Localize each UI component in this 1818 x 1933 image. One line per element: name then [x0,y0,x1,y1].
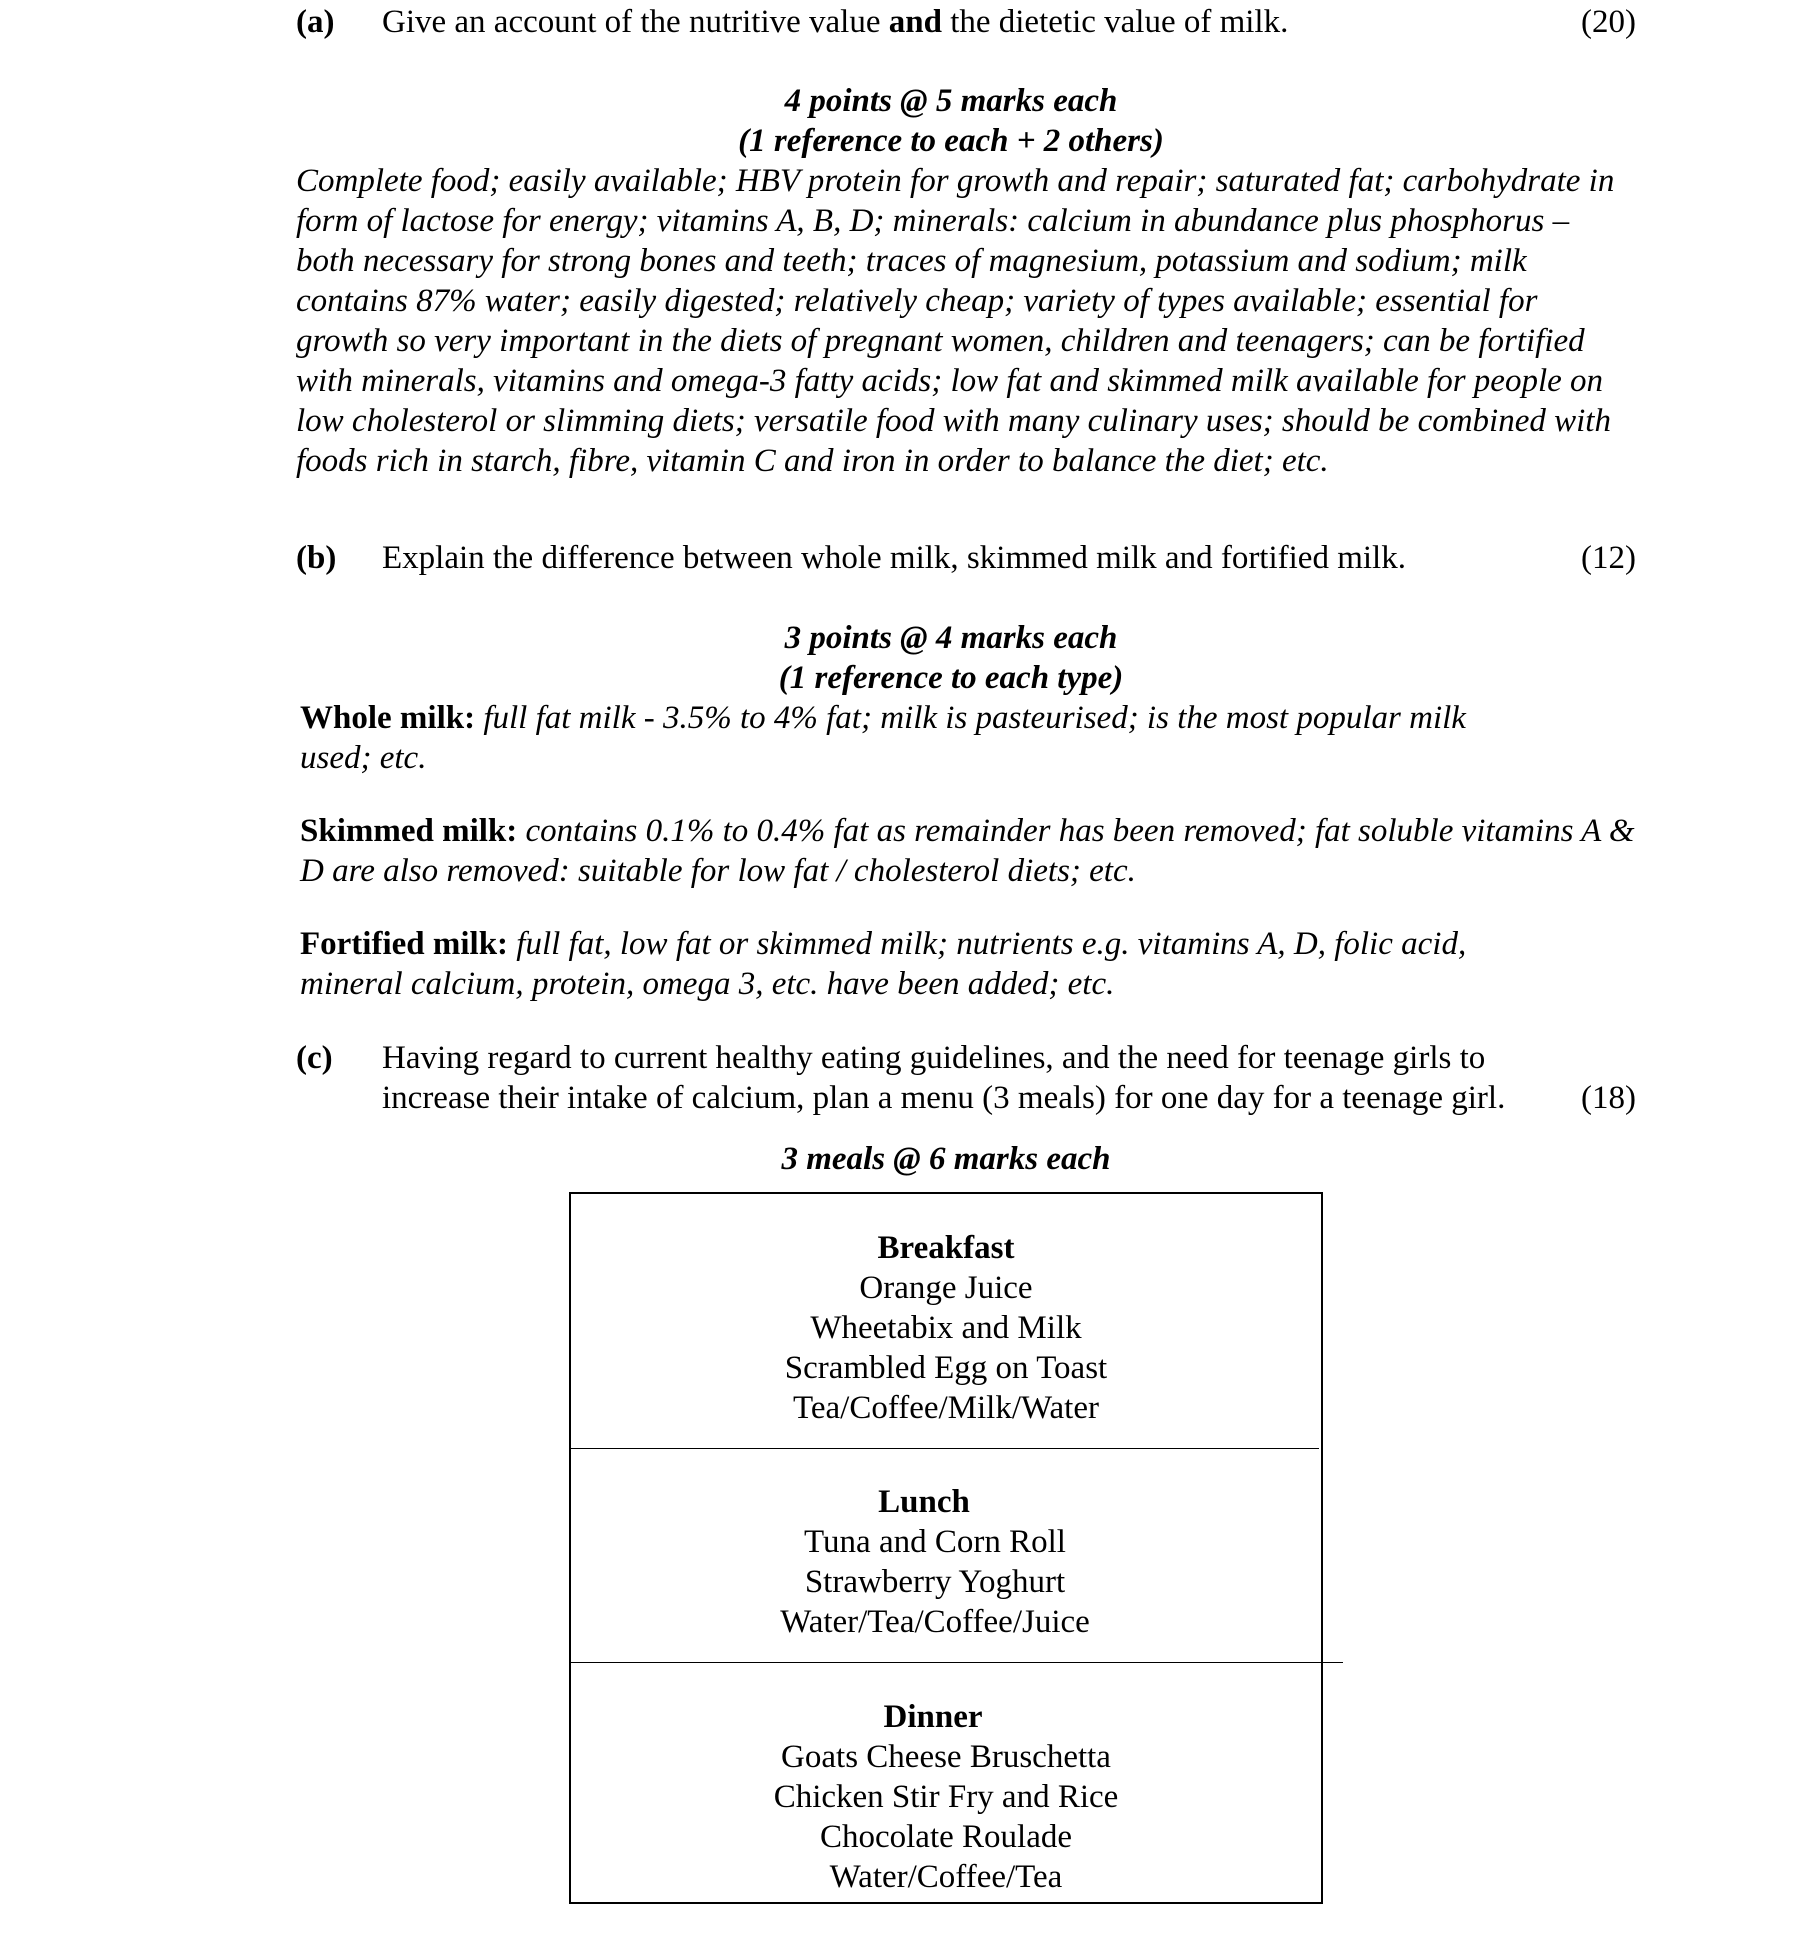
menu-item: Wheetabix and Milk [810,1310,1082,1346]
skimmed-milk-label: Skimmed milk: [300,813,518,849]
scheme-b-line1: 3 points @ 4 marks each [784,620,1118,656]
menu-divider-1 [571,1448,1319,1449]
question-b-text: Explain the difference between whole milk, skimmed milk and fortified milk. [382,540,1406,576]
scheme-a-line2: (1 reference to each + 2 others) [738,123,1164,159]
menu-lunch [549,1482,1299,1642]
question-a-text-bold: and [888,4,942,40]
breakfast-title: Breakfast [877,1230,1015,1266]
question-c-line2: increase their intake of calcium, plan a menu (3 meals) for one day for a teenage girl. [382,1080,1506,1116]
scheme-b-line2: (1 reference to each type) [778,660,1124,696]
menu-dinner [571,1697,1321,1897]
question-b [296,538,1636,578]
question-c [296,1038,1636,1118]
question-a-text [382,2,1288,42]
menu-item: Chicken Stir Fry and Rice [773,1779,1119,1815]
fortified-milk-label: Fortified milk: [300,926,509,962]
question-a [296,2,1636,42]
lunch-title: Lunch [878,1484,970,1520]
menu-item: Chocolate Roulade [819,1819,1072,1855]
question-a-text-post: the dietetic value of milk. [941,4,1289,40]
menu-item: Water/Coffee/Tea [829,1859,1063,1895]
question-a-label: (a) [296,4,335,40]
scheme-c-line1: 3 meals @ 6 marks each [781,1141,1111,1177]
question-b-marks: (12) [1581,540,1636,576]
answer-b-whole [300,698,1480,778]
menu-item: Tuna and Corn Roll [804,1524,1066,1560]
answer-a: Complete food; easily available; HBV protein for growth and repair; saturated fat; carbohydrate in form of lactose for energy; vitamins A, B, D; minerals: calcium in abundance plus phosphorus – both necessary for strong bones and teeth; traces of magnesium, potassium and sodium; milk contains 87% water; easily digested; relatively cheap; variety of types available; essential for growth so very important in the diets of pregnant women, children and teenagers; can be fortified with minerals, vitamins and omega-3 fatty acids; low fat and skimmed milk available for people on low cholesterol or slimming diets; versatile food with many culinary uses; should be combined with foods rich in starch, fibre, vitamin C and iron in order to balance the diet; etc. [296,163,1615,479]
menu-item: Strawberry Yoghurt [804,1564,1066,1600]
skimmed-milk-text: contains 0.1% to 0.4% fat as remainder has been removed; fat soluble vitamins A & D are also removed: suitable for low fat / cholesterol diets; etc. [300,813,1635,889]
question-a-marks: (20) [1581,4,1636,40]
menu-item: Tea/Coffee/Milk/Water [793,1390,1099,1426]
menu-divider-2 [571,1662,1343,1663]
question-c-label: (c) [296,1040,333,1076]
question-b-label: (b) [296,540,337,576]
answer-b-skimmed [300,811,1640,891]
question-c-marks: (18) [1581,1080,1636,1116]
menu-table [569,1192,1323,1904]
menu-item: Water/Tea/Coffee/Juice [780,1604,1090,1640]
fortified-milk-text: full fat, low fat or skimmed milk; nutrients e.g. vitamins A, D, folic acid, mineral calcium, protein, omega 3, etc. have been added; etc. [300,926,1467,1002]
question-a-text-pre: Give an account of the nutritive value [382,4,889,40]
whole-milk-label: Whole milk: [300,700,476,736]
whole-milk-text: full fat milk - 3.5% to 4% fat; milk is pasteurised; is the most popular milk used; etc. [300,700,1466,776]
menu-item: Scrambled Egg on Toast [784,1350,1108,1386]
question-c-line1: Having regard to current healthy eating guidelines, and the need for teenage girls to [382,1040,1486,1076]
menu-item: Goats Cheese Bruschetta [781,1739,1111,1775]
menu-breakfast [571,1228,1321,1428]
scheme-a-line1: 4 points @ 5 marks each [784,83,1118,119]
menu-item: Orange Juice [859,1270,1033,1306]
dinner-title: Dinner [883,1699,983,1735]
answer-b-fortified [300,924,1560,1004]
